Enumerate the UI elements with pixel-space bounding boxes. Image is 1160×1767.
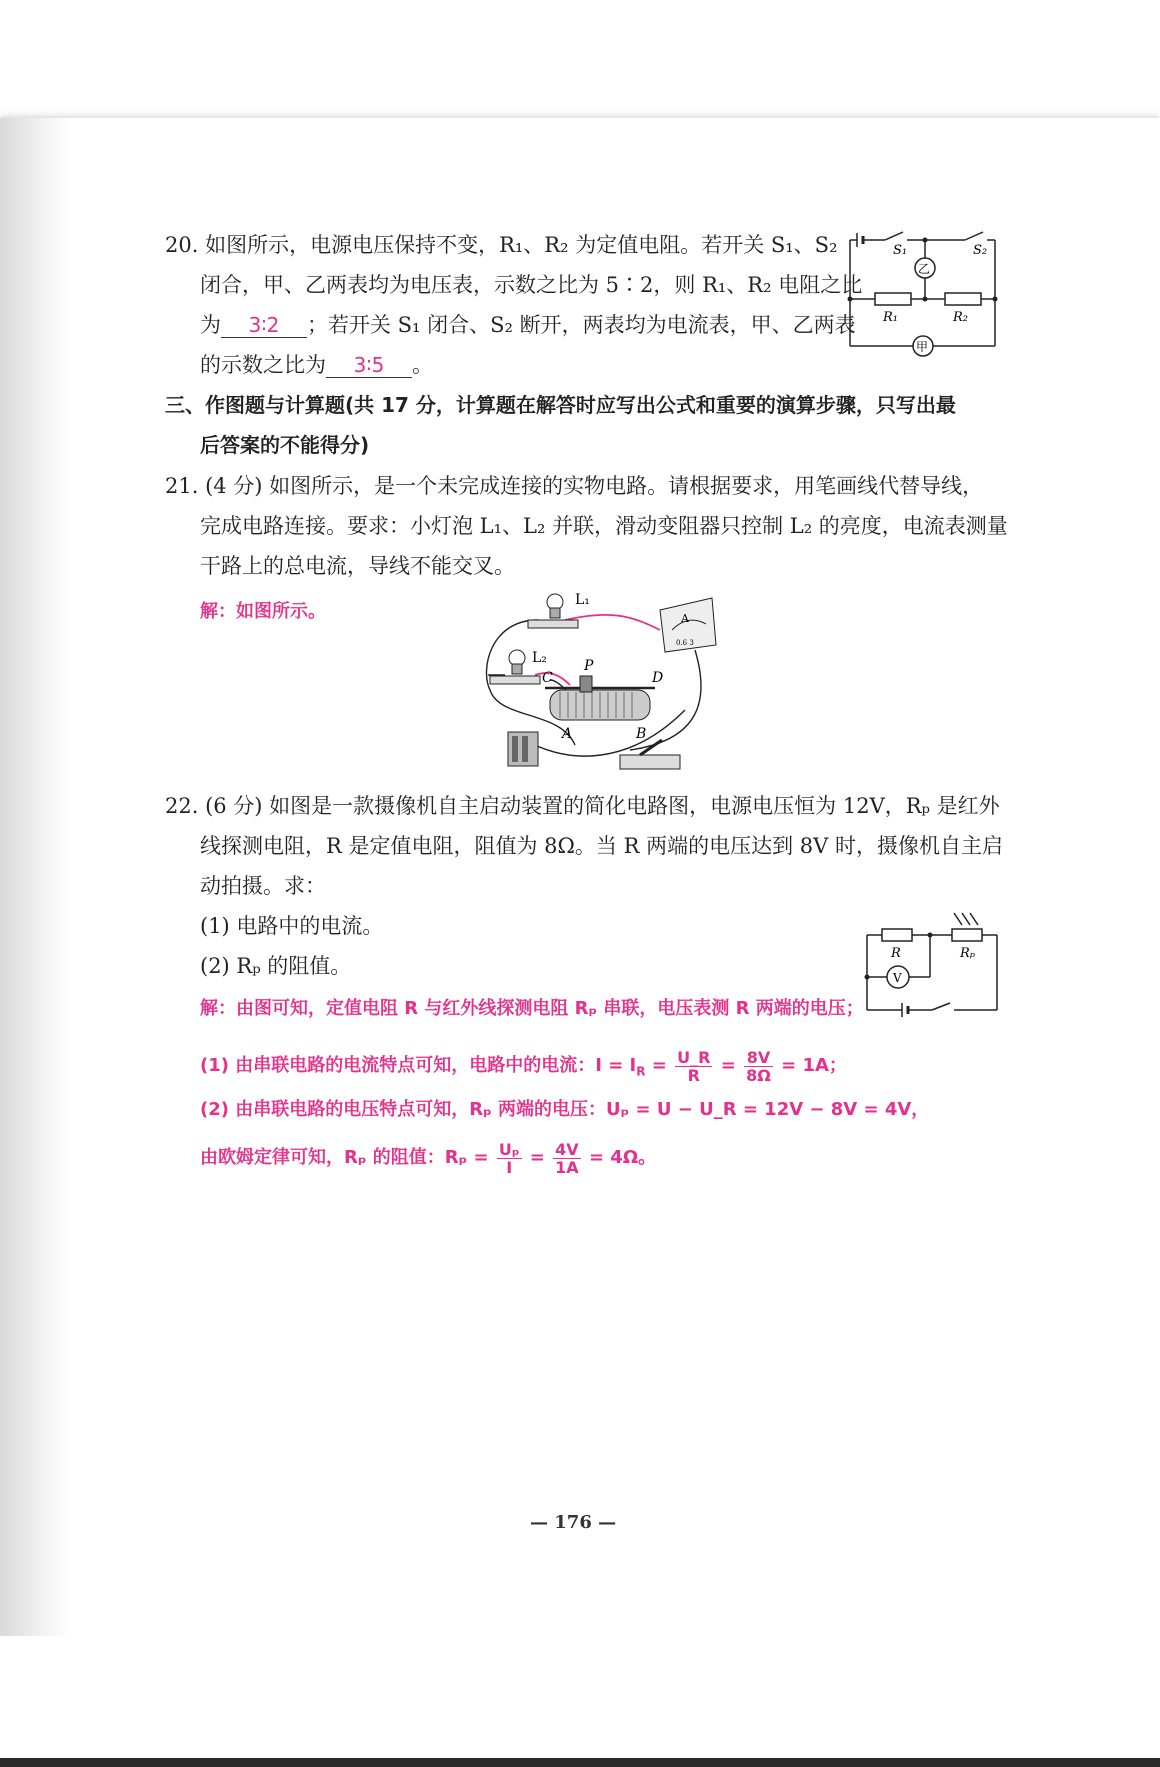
q20-label-yi: 乙	[918, 262, 931, 276]
q21-label-b: B	[636, 726, 647, 742]
section3-heading-line1: 三、作图题与计算题(共 17 分，计算题在解答时应写出公式和重要的演算步骤，只写出最	[165, 393, 956, 417]
q20-answer1: 3∶2	[221, 313, 307, 338]
q20-line3	[200, 312, 856, 338]
q22-sub1: (1) 电路中的电流。	[200, 914, 384, 938]
page-number: — 176 —	[530, 1512, 617, 1533]
q22-sol1-f2-num: 8V	[744, 1049, 773, 1067]
q21-line3: 干路上的总电流，导线不能交叉。	[200, 554, 515, 578]
q20-line3-pre: 为	[200, 313, 221, 337]
q20-label-r2: R₂	[953, 310, 968, 325]
q20-circuit-diagram	[845, 228, 1000, 358]
q20-answer2: 3∶5	[326, 353, 412, 378]
q22-sol1-fraction1	[675, 1049, 712, 1084]
q22-sol3-fraction1	[497, 1141, 522, 1176]
bottom-edge-bar	[0, 1758, 1160, 1767]
q22-sol3-f2-num: 4V	[555, 1139, 579, 1159]
section3-heading-line2: 后答案的不能得分)	[200, 433, 370, 457]
q20-label-jia: 甲	[916, 340, 929, 354]
q22-sol3-f1-num: Uₚ	[498, 1139, 520, 1159]
q22-label-r: R	[891, 946, 901, 961]
q21-label-c: C	[542, 670, 553, 686]
q22-sub2: (2) Rₚ 的阻值。	[200, 954, 352, 978]
q22-sol1-f1-num: U_R	[677, 1047, 711, 1067]
q21-label-a: A	[562, 726, 573, 742]
q22-line2: 线探测电阻，R 是定值电阻，阻值为 8Ω。当 R 两端的电压达到 8V 时，摄像机自主启	[200, 834, 1003, 858]
q20-line2: 闭合，甲、乙两表均为电压表，示数之比为 5∶2，则 R₁、R₂ 电阻之比	[200, 273, 863, 297]
q21-line1: 21. (4 分) 如图所示，是一个未完成连接的实物电路。请根据要求，用笔画线代替导线，	[165, 474, 984, 498]
q22-circuit-diagram	[862, 925, 1002, 1015]
q20-label-r1: R₁	[883, 310, 898, 325]
q20-line4	[200, 352, 433, 378]
q22-sol1-pre: (1) 由串联电路的电流特点可知，电路中的电流：I = I	[200, 1055, 637, 1076]
q20-line1: 20. 如图所示，电源电压保持不变，R₁、R₂ 为定值电阻。若开关 S₁、S₂	[165, 233, 838, 257]
q22-sol3-fraction2	[553, 1141, 581, 1176]
q21-label-meter-scale: 0.6 3	[676, 639, 694, 647]
q22-sol1-f1-den: R	[687, 1065, 700, 1085]
q22-line3: 动拍摄。求：	[200, 874, 326, 898]
q20-line3-post: ；若开关 S₁ 闭合、S₂ 断开，两表均为电流表，甲、乙两表	[307, 313, 856, 337]
q22-sol1-sub: R	[636, 1064, 646, 1079]
q22-sol3-f1-den: I	[506, 1157, 513, 1177]
q22-solution-intro: 解：由图可知，定值电阻 R 与红外线探测电阻 Rₚ 串联，电压表测 R 两端的电压；	[200, 998, 864, 1019]
q22-sol3-pre: 由欧姆定律可知，Rₚ 的阻值：Rₚ =	[200, 1147, 489, 1168]
q22-solution-part3: 由欧姆定律可知，Rₚ 的阻值：Rₚ = $\frac{\text{Uₚ}}{I}$ = $\frac{4V}{1A}$ = 4Ω。	[200, 1139, 657, 1177]
q22-solution-part2: (2) 由串联电路的电压特点可知，Rₚ 两端的电压：Uₚ = U − U_R = 12V − 8V = 4V，	[200, 1099, 930, 1120]
q21-label-d: D	[652, 670, 664, 686]
q22-sol1-fraction2	[744, 1049, 773, 1084]
q21-label-l1: L₁	[575, 592, 590, 608]
q21-line2: 完成电路连接。要求：小灯泡 L₁、L₂ 并联，滑动变阻器只控制 L₂ 的亮度，电流表测量	[200, 514, 1008, 538]
q20-line4-post: 。	[412, 353, 433, 377]
q22-sol1-post: = 1A；	[781, 1055, 847, 1076]
q22-sol3-f2-den: 1A	[555, 1157, 579, 1177]
q20-label-s1: S₁	[893, 243, 908, 258]
q21-label-l2: L₂	[532, 650, 547, 666]
q22-solution-part1: (1) 由串联电路的电流特点可知，电路中的电流：$I = I_R$ = $\frac{U\_R}{R}$ = $\frac{8V}{8\Omega}$ = 1A；	[200, 1047, 847, 1085]
q21-physical-circuit-figure	[480, 590, 720, 780]
q22-line1: 22. (6 分) 如图是一款摄像机自主启动装置的简化电路图，电源电压恒为 12V，Rₚ 是红外	[165, 794, 1000, 818]
page-spine-shadow	[0, 118, 70, 1636]
q20-label-s2: S₂	[973, 243, 988, 258]
q21-label-ammeter: A	[681, 612, 689, 625]
q22-label-rp: Rₚ	[960, 946, 975, 961]
bottom-margin	[0, 1636, 1160, 1767]
q22-label-voltmeter: V	[893, 971, 902, 985]
q21-solution: 解：如图所示。	[200, 601, 326, 622]
q20-line4-pre: 的示数之比为	[200, 353, 326, 377]
top-margin	[0, 0, 1160, 116]
q21-label-p: P	[584, 658, 594, 674]
q22-sol3-post: = 4Ω。	[588, 1147, 657, 1168]
q22-sol1-f2-den: 8Ω	[746, 1065, 771, 1085]
